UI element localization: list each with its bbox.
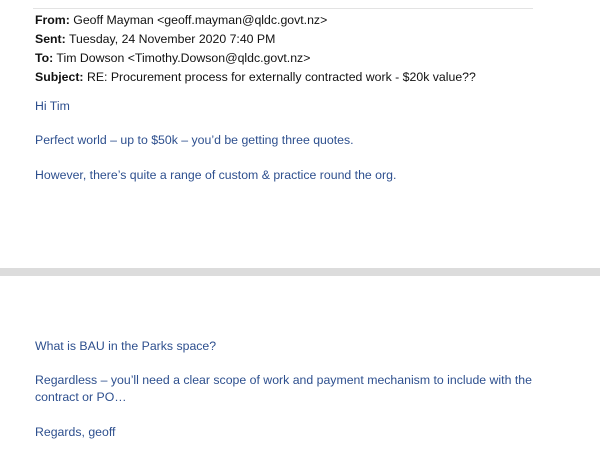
sent-value: Tuesday, 24 November 2020 7:40 PM <box>68 32 276 46</box>
email-page-2 <box>0 276 600 451</box>
greeting: Hi Tim <box>35 99 70 113</box>
subject-line <box>35 68 476 87</box>
to-line <box>35 49 476 68</box>
header-divider <box>33 8 533 9</box>
page-separator <box>0 268 600 276</box>
body-paragraph-3: What is BAU in the Parks space? <box>35 339 217 353</box>
signoff: Regards, geoff <box>35 425 116 439</box>
body-paragraph-4-line-1: Regardless – you’ll need a clear scope of work and payment mechanism to include with the <box>35 373 532 387</box>
subject-value: RE: Procurement process for externally contracted work - $20k value?? <box>86 70 476 84</box>
to-label: To: <box>35 51 54 65</box>
sent-label: Sent: <box>35 32 66 46</box>
body-paragraph-1: Perfect world – up to $50k – you’d be getting three quotes. <box>35 133 354 147</box>
from-value: Geoff Mayman <geoff.mayman@qldc.govt.nz> <box>73 13 328 27</box>
body-paragraph-2: However, there’s quite a range of custom & practice round the org. <box>35 168 397 182</box>
to-value: Tim Dowson <Timothy.Dowson@qldc.govt.nz> <box>56 51 311 65</box>
subject-label: Subject: <box>35 70 84 84</box>
body-paragraph-4-line-2: contract or PO… <box>35 390 127 404</box>
from-label: From: <box>35 13 70 27</box>
sent-line <box>35 30 476 49</box>
email-header <box>35 11 476 87</box>
from-line <box>35 11 476 30</box>
